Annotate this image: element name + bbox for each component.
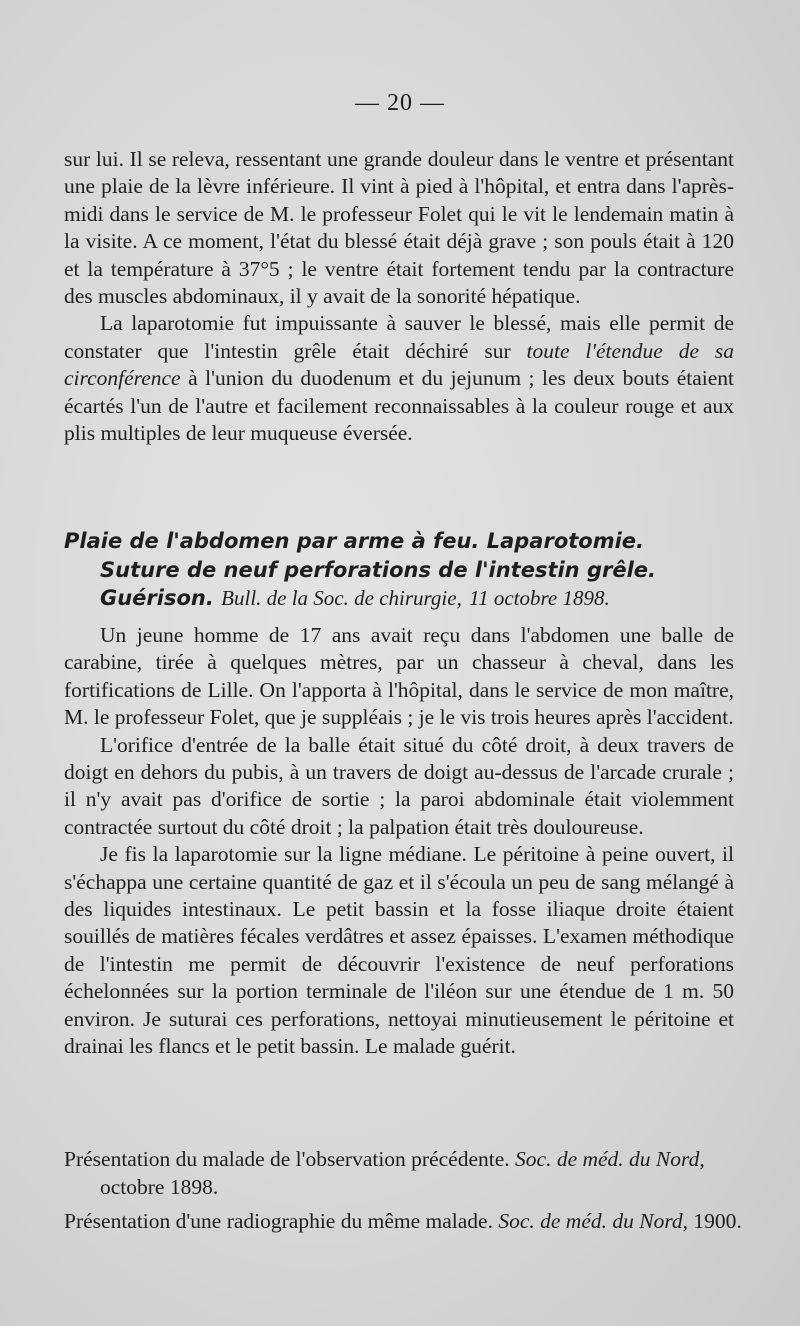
reference-source: Soc. de méd. du Nord, <box>498 1209 689 1234</box>
heading-line-3 <box>64 584 744 613</box>
paragraph-patient: Un jeune homme de 17 ans avait reçu dans l'abdomen une balle de carabine, tirée à quelques mètres, par un chasseur à cheval, dans les fortifications de Lille. On l'apporta à l'hôpital, dans le service de mon maître, M. le professeur Folet, que je suppléais ; je le vis trois heures après l'accident. <box>64 623 734 730</box>
references <box>64 1146 744 1236</box>
text-block-case <box>64 622 734 1061</box>
text-block-top <box>64 146 734 447</box>
reference-date: 1900. <box>693 1209 742 1234</box>
heading-outcome: Guérison. <box>100 586 214 610</box>
emphasis-text: toute l'étendue de sa circonférence <box>64 338 734 391</box>
case-heading <box>64 527 744 613</box>
paragraph-operation: Je fis la laparotomie sur la ligne médiane. Le péritoine à peine ouvert, il s'échappa une certaine quantité de gaz et il s'écoula un peu de sang mélangé à des liquides intestinaux. Le petit bassin et la fosse iliaque droite étaient souillés de matières fécales verdâtres et assez épaisses. L'examen méthodique de l'intestin me permit de découvrir l'existence de neuf perforations échelonnées sur la portion terminale de l'iléon sur une étendue de 1 m. 50 environ. Je suturai ces perforations, nettoyai minutieusement le péritoine et drainai les flancs et le petit bassin. Le malade guérit. <box>64 842 734 1059</box>
heading-reference: Bull. de la Soc. de chirurgie, <box>221 586 462 610</box>
paragraph-text: La laparotomie fut impuissante à sauver le blessé, mais elle permit de constater que l'intestin grêle était déchiré sur <box>64 311 734 363</box>
reference-1 <box>64 1146 744 1201</box>
reference-text: Présentation du malade de l'observation précédente. <box>64 1147 510 1171</box>
heading-line-2: Suture de neuf perforations de l'intestin grêle. <box>100 557 656 582</box>
paragraph-continuation: sur lui. Il se releva, ressentant une grande douleur dans le ventre et présentant une plaie de la lèvre inférieure. Il vint à pied à l'hôpital, et entra dans l'après-midi dans le service de M. le professeur Folet qui le vit le lendemain matin à la visite. A ce moment, l'état du blessé était déjà grave ; son pouls était à 120 et la température à 37°5 ; le ventre était fortement tendu par la contracture des muscles abdominaux, il y avait de la sonorité hépatique. <box>64 147 734 309</box>
reference-text: Présentation d'une radiographie du même malade. <box>64 1209 493 1234</box>
paragraph-wound: L'orifice d'entrée de la balle était situé du côté droit, à deux travers de doigt en dehors du pubis, à un travers de doigt au-dessus de l'arcade crurale ; il n'y avait pas d'orifice de sortie ; la paroi abdominale était violemment contractée surtout du côté droit ; la palpation était très douloureuse. <box>64 732 734 839</box>
paragraph-laparotomy-result <box>64 310 734 447</box>
reference-2 <box>64 1208 744 1236</box>
paragraph-text: à l'union du duodenum et du jejunum ; les deux bouts étaient écartés l'un de l'autre et facilement reconnaissables à la couleur rouge et aux plis multiples de leur muqueuse éversée. <box>64 366 734 446</box>
reference-date: octobre 1898. <box>100 1174 219 1199</box>
heading-line-1: Plaie de l'abdomen par arme à feu. Laparotomie. <box>64 529 645 553</box>
heading-date: 11 octobre 1898. <box>469 586 610 610</box>
page-number: — 20 — <box>355 90 445 116</box>
reference-source: Soc. de méd. du Nord, <box>515 1147 705 1171</box>
